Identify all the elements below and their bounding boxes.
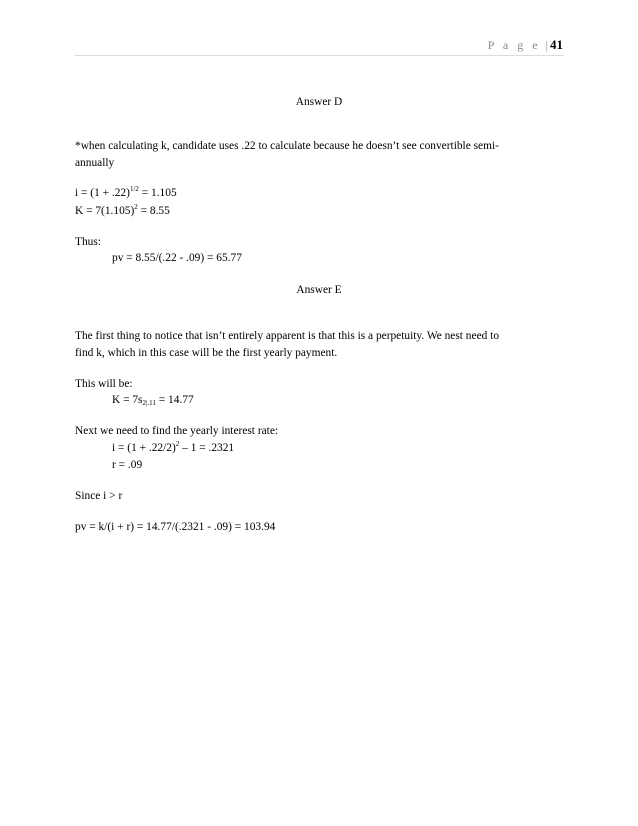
answer-e-heading: Answer E <box>296 284 342 296</box>
pv-equation-e: pv = k/(i + r) = 14.77/(.2321 - .09) = 103.94 <box>75 521 276 533</box>
equation-i <box>75 186 177 200</box>
equation-r: r = .09 <box>112 459 143 471</box>
note-line-2: annually <box>75 157 115 169</box>
next-line: Next we need to find the yearly interest rate: <box>75 425 279 437</box>
equation-k2-result: = 14.77 <box>155 394 194 406</box>
equation-i2-result: – 1 = .2321 <box>179 442 235 454</box>
equation-i2-base: i = (1 + .22/2) <box>112 442 176 454</box>
equation-k2-base: K = 7s <box>112 394 143 406</box>
equation-k2 <box>112 393 194 407</box>
answer-d-heading: Answer D <box>295 96 343 108</box>
equation-k-result: = 8.55 <box>137 205 170 217</box>
page-label: P a g e <box>487 38 541 52</box>
equation-i-result: = 1.105 <box>138 187 177 199</box>
equation-i-exponent: 1/2 <box>129 185 139 193</box>
this-will-be-label: This will be: <box>75 378 133 390</box>
equation-i2-exponent: 2 <box>175 440 180 448</box>
page-header <box>488 37 563 53</box>
header-divider <box>75 55 563 56</box>
equation-i2 <box>112 441 234 455</box>
thus-label: Thus: <box>75 236 101 248</box>
equation-i-base: i = (1 + .22) <box>75 187 130 199</box>
header-separator: | <box>545 38 548 52</box>
equation-k <box>75 204 170 218</box>
paragraph-line-2: find k, which in this case will be the first yearly payment. <box>75 347 338 359</box>
note-line-1: *when calculating k, candidate uses .22 to calculate because he doesn’t see convertible semi- <box>75 140 499 152</box>
page-number: 41 <box>550 37 563 52</box>
paragraph-line-1: The first thing to notice that isn’t entirely apparent is that this is a perpetuity. We nest need to <box>75 330 500 342</box>
since-line: Since i > r <box>75 490 123 502</box>
equation-k2-subscript: 2|.11 <box>142 399 156 407</box>
equation-k-exponent: 2 <box>134 203 138 211</box>
pv-equation-d: pv = 8.55/(.22 - .09) = 65.77 <box>112 252 242 264</box>
equation-k-base: K = 7(1.105) <box>75 205 135 217</box>
